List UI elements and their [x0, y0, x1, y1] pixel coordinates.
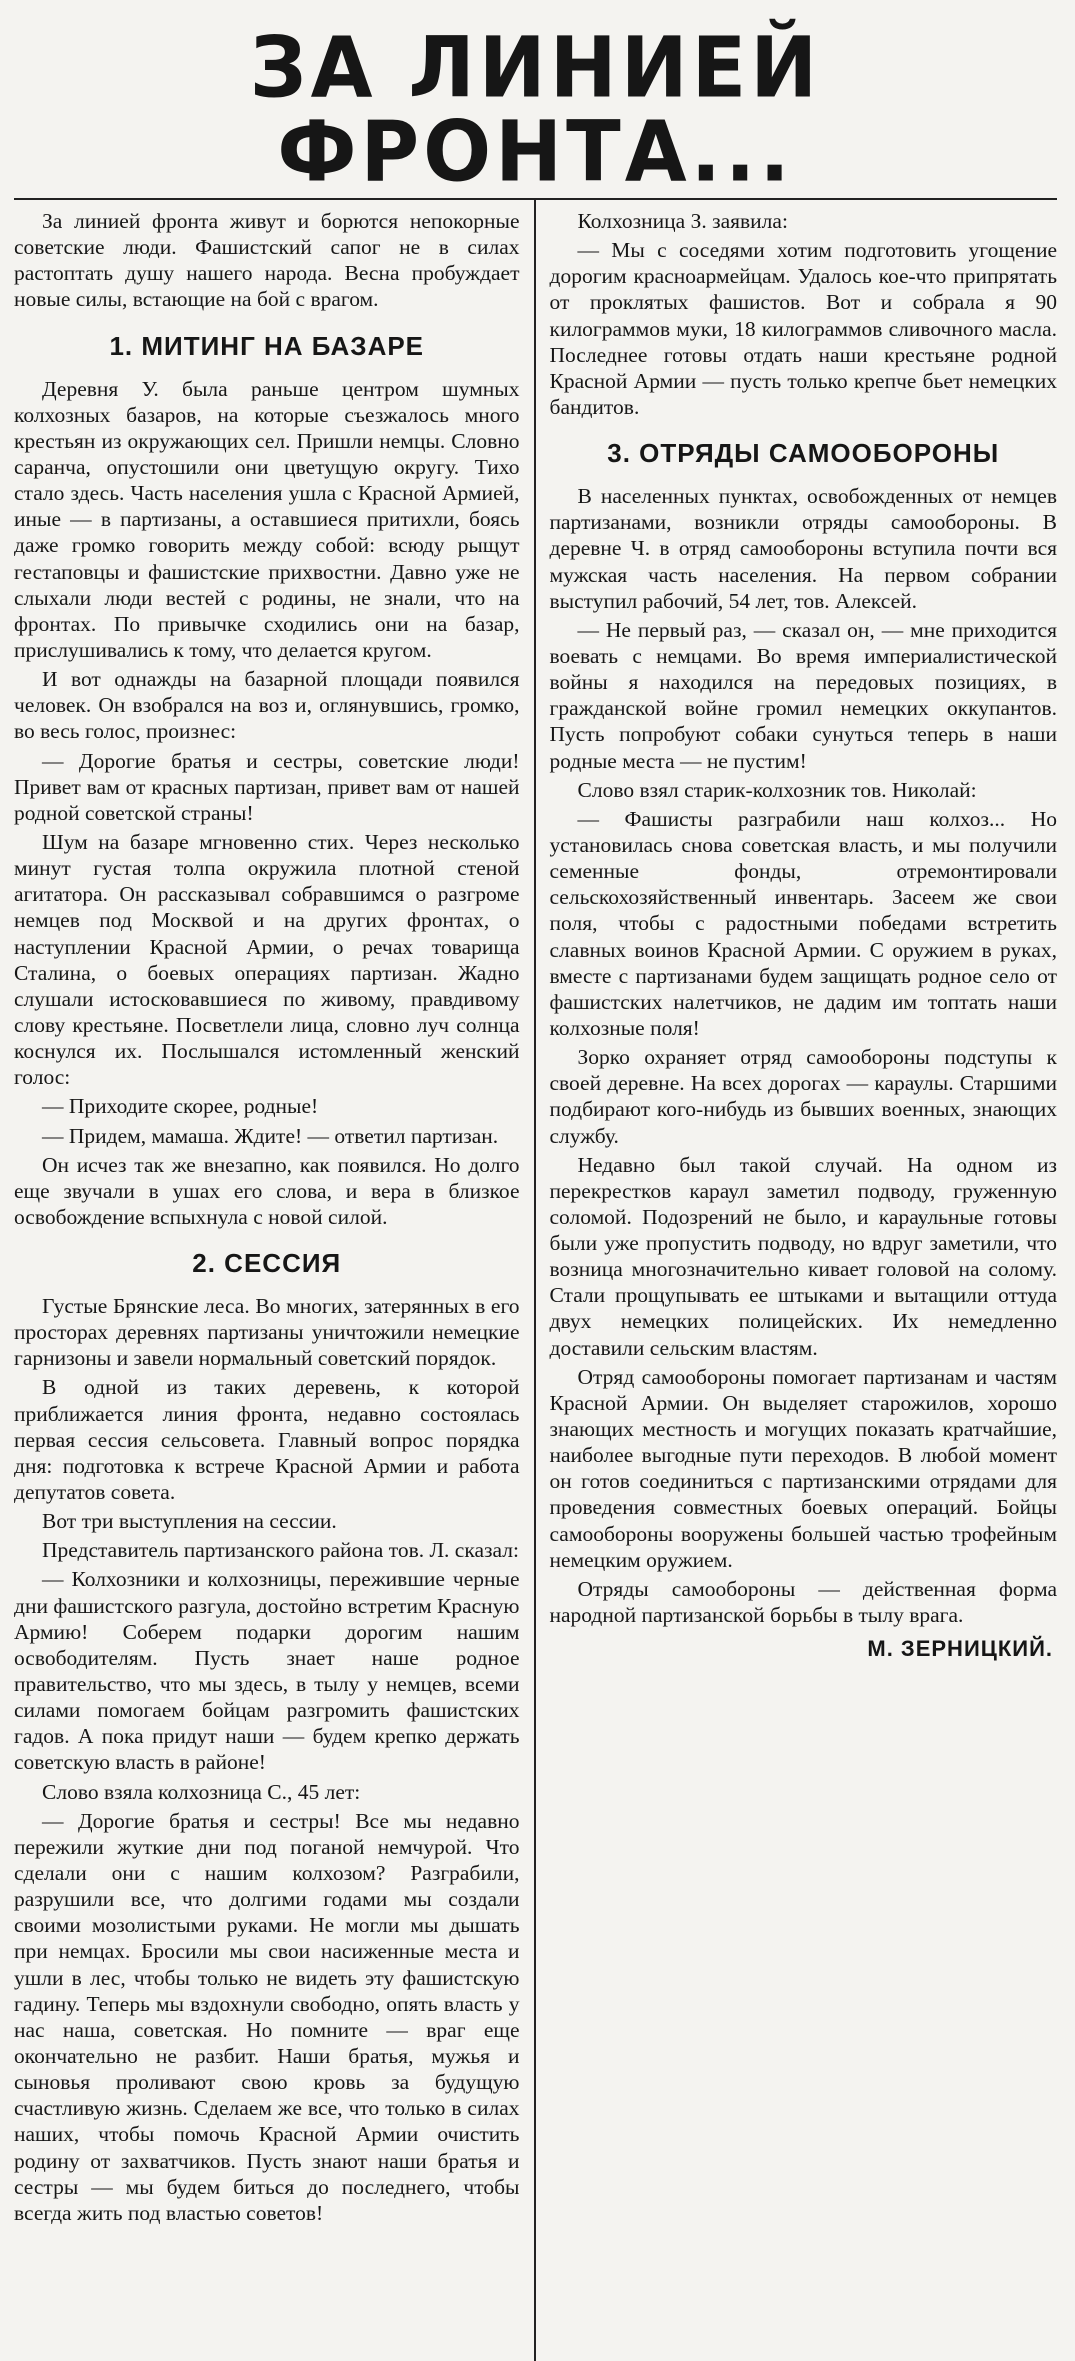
paragraph: — Не первый раз, — сказал он, — мне приходится воевать с немцами. Во время империалистической войны я находился на передовых позициях, в гражданской войне громил немецких оккупантов. Пусть попробуют собаки сунуться теперь в наши родные места — не пустим! — [549, 617, 1057, 773]
intro-paragraph: За линией фронта живут и борются непокорные советские люди. Фашистский сапог не в силах растоптать душу нашего народа. Весна пробуждает новые силы, встающие на бой с врагом. — [14, 209, 520, 312]
paragraph: Зорко охраняет отряд самообороны подступы к своей деревне. На всех дорогах — караулы. Старшими подбирают кого-нибудь из бывших военных, знающих службу. — [549, 1045, 1057, 1148]
paragraph: Деревня У. была раньше центром шумных колхозных базаров, на которые съезжалось много крестьян из окружающих сел. Пришли немцы. Словно саранча, опустошили они цветущую округу. Тихо стало здесь. Часть населения ушла с Красной Армией, иные — в партизаны, а оставшиеся притихли, боясь даже громко говорить между собой: всюду рыщут гестаповцы и фашистские прихвостни. Давно уже не слыхали люди вестей с родины, не знали, что на фронтах. По привычке сходились они на базар, прислушивались к тому, что делается кругом. — [14, 376, 520, 662]
paragraph: Слово взял старик-колхозник тов. Николай: — [577, 777, 977, 802]
paragraph: — Дорогие братья и сестры, советские люди! Привет вам от красных партизан, привет вам от нашей родной советской страны! — [14, 748, 520, 825]
section-3-title: 3. ОТРЯДЫ САМООБОРОНЫ — [607, 438, 1000, 469]
paragraph: Вот три выступления на сессии. — [42, 1509, 337, 1534]
paragraph: — Колхозники и колхозницы, пережившие черные дни фашистского разгула, достойно встретим Красную Армию! Соберем подарки дорогим нашим освободителям. Пусть знает наше родное правительство, что мы здесь, в тылу у немцев, всеми силами помогаем бойцам разгромить фашистских гадов. А пока придут наши — будем крепко держать советскую власть в районе! — [14, 1567, 520, 1775]
paragraph: — Придем, мамаша. Ждите! — ответил партизан. — [42, 1123, 499, 1148]
paragraph: В одной из таких деревень, к которой приближается линия фронта, недавно состоялась первая сессия сельсовета. Главный вопрос порядка дня: подготовка к встрече Красной Армии и работа депутатов совета. — [14, 1375, 520, 1505]
paragraph: Шум на базаре мгновенно стих. Через несколько минут густая толпа окружила плотной стеной агитатора. Он рассказывал собравшимся о разгроме немцев под Москвой и на других фронтах, о наступлении Красной Армии, о речах товарища Сталина, о боевых операциях партизан. Жадно слушали истосковавшиеся по живому, правдивому слову крестьяне. Посветлели лица, словно луч солнца коснулся их. Послышался истомленный женский голос: — [14, 829, 520, 1090]
paragraph: Отряды самообороны — действенная форма народной партизанской борьбы в тылу врага. — [549, 1576, 1057, 1628]
article-headline: ЗА ЛИНИЕЙ ФРОНТА... — [249, 18, 822, 201]
paragraph: Отряд самообороны помогает партизанам и частям Красной Армии. Он выделяет старожилов, хорошо знающих местность и могущих показать кратчайшие, наиболее выгодные пути переходов. В любой момент он готов соединиться с партизанскими отрядами для проведения совместных боевых операций. Бойцы самообороны вооружены большей частью трофейным немецким оружием. — [549, 1364, 1057, 1572]
right-column — [536, 200, 1058, 2361]
paragraph: Представитель партизанского района тов. Л. сказал: — [42, 1538, 519, 1563]
paragraph: Он исчез так же внезапно, как появился. Но долго еще звучали в ушах его слова, и вера в близкое освобождение вспыхнула с новой силой. — [14, 1152, 520, 1229]
left-column — [14, 200, 536, 2361]
paragraph: Слово взяла колхозница С., 45 лет: — [42, 1779, 361, 1804]
paragraph: И вот однажды на базарной площади появился человек. Он взобрался на воз и, оглянувшись, громко, во весь голос, произнес: — [14, 667, 520, 744]
paragraph: Густые Брянские леса. Во многих, затерянных в его просторах деревнях партизаны уничтожили немецкие гарнизоны и завели нормальный советский порядок. — [14, 1294, 520, 1371]
paragraph: Недавно был такой случай. На одном из перекрестков караул заметил подводу, груженную соломой. Подозрений не было, и караульные готовы были уже пропустить подводу, но вдруг заметили, что возница многозначительно кивает головой на солому. Стали прощупывать ее штыками и вытащили оттуда двух немецких полицейских. Их немедленно доставили сельским властям. — [549, 1152, 1057, 1360]
paragraph: В населенных пунктах, освобожденных от немцев партизанами, возникли отряды самообороны. В деревне Ч. в отряд самообороны вступила почти вся мужская часть населения. На первом собрании выступил рабочий, 54 лет, тов. Алексей. — [549, 484, 1057, 613]
paragraph: — Мы с соседями хотим подготовить угощение дорогим красноармейцам. Удалось кое-что припрятать от проклятых фашистов. Вот и собрала я 90 килограммов муки, 18 килограммов сливочного масла. Последнее готовы отдать наши крестьяне родной Красной Армии — пусть только крепче бьет немецких бандитов. — [549, 238, 1057, 419]
paragraph: — Фашисты разграбили наш колхоз... Но установилась снова советская власть, и мы получили семенные фонды, отремонтировали сельскохозяйственный инвентарь. Засеем же свои поля, чтобы с радостными победами встретить славных воинов Красной Армии. С оружием в руках, вместе с партизанами будем защищать родное село от фашистских налетчиков, не дадим им топтать наши колхозные поля! — [549, 806, 1057, 1040]
paragraph: — Дорогие братья и сестры! Все мы недавно пережили жуткие дни под поганой немчурой. Что сделали они с нашим колхозом? Разграбили, разрушили все, что долгими годами мы создали своими мозолистыми руками. Не могли мы дышать при немцах. Бросили мы свои насиженные места и ушли в лес, чтобы только не видеть эту фашистскую гадину. Теперь мы вздохнули свободно, опять власть у нас наша, советская. Но помните — враг еще окончательно не разбит. Наши братья, мужья и сыновья проливают свою кровь за будущую счастливую жизнь. Сделаем же все, что только в силах наших, чтобы помочь Красной Армии очистить родину от захватчиков. Пусть знают наши братья и сестры — мы будем биться до последнего, чтобы всегда жить под властью советов! — [14, 1808, 520, 2225]
paragraph: — Приходите скорее, родные! — [42, 1094, 319, 1119]
article-columns — [14, 200, 1057, 2361]
author-signature: М. ЗЕРНИЦКИЙ. — [867, 1636, 1053, 1662]
section-2-title: 2. СЕССИЯ — [192, 1248, 342, 1279]
section-1-title: 1. МИТИНГ НА БАЗАРЕ — [109, 330, 425, 361]
paragraph: Колхозница З. заявила: — [577, 209, 788, 233]
